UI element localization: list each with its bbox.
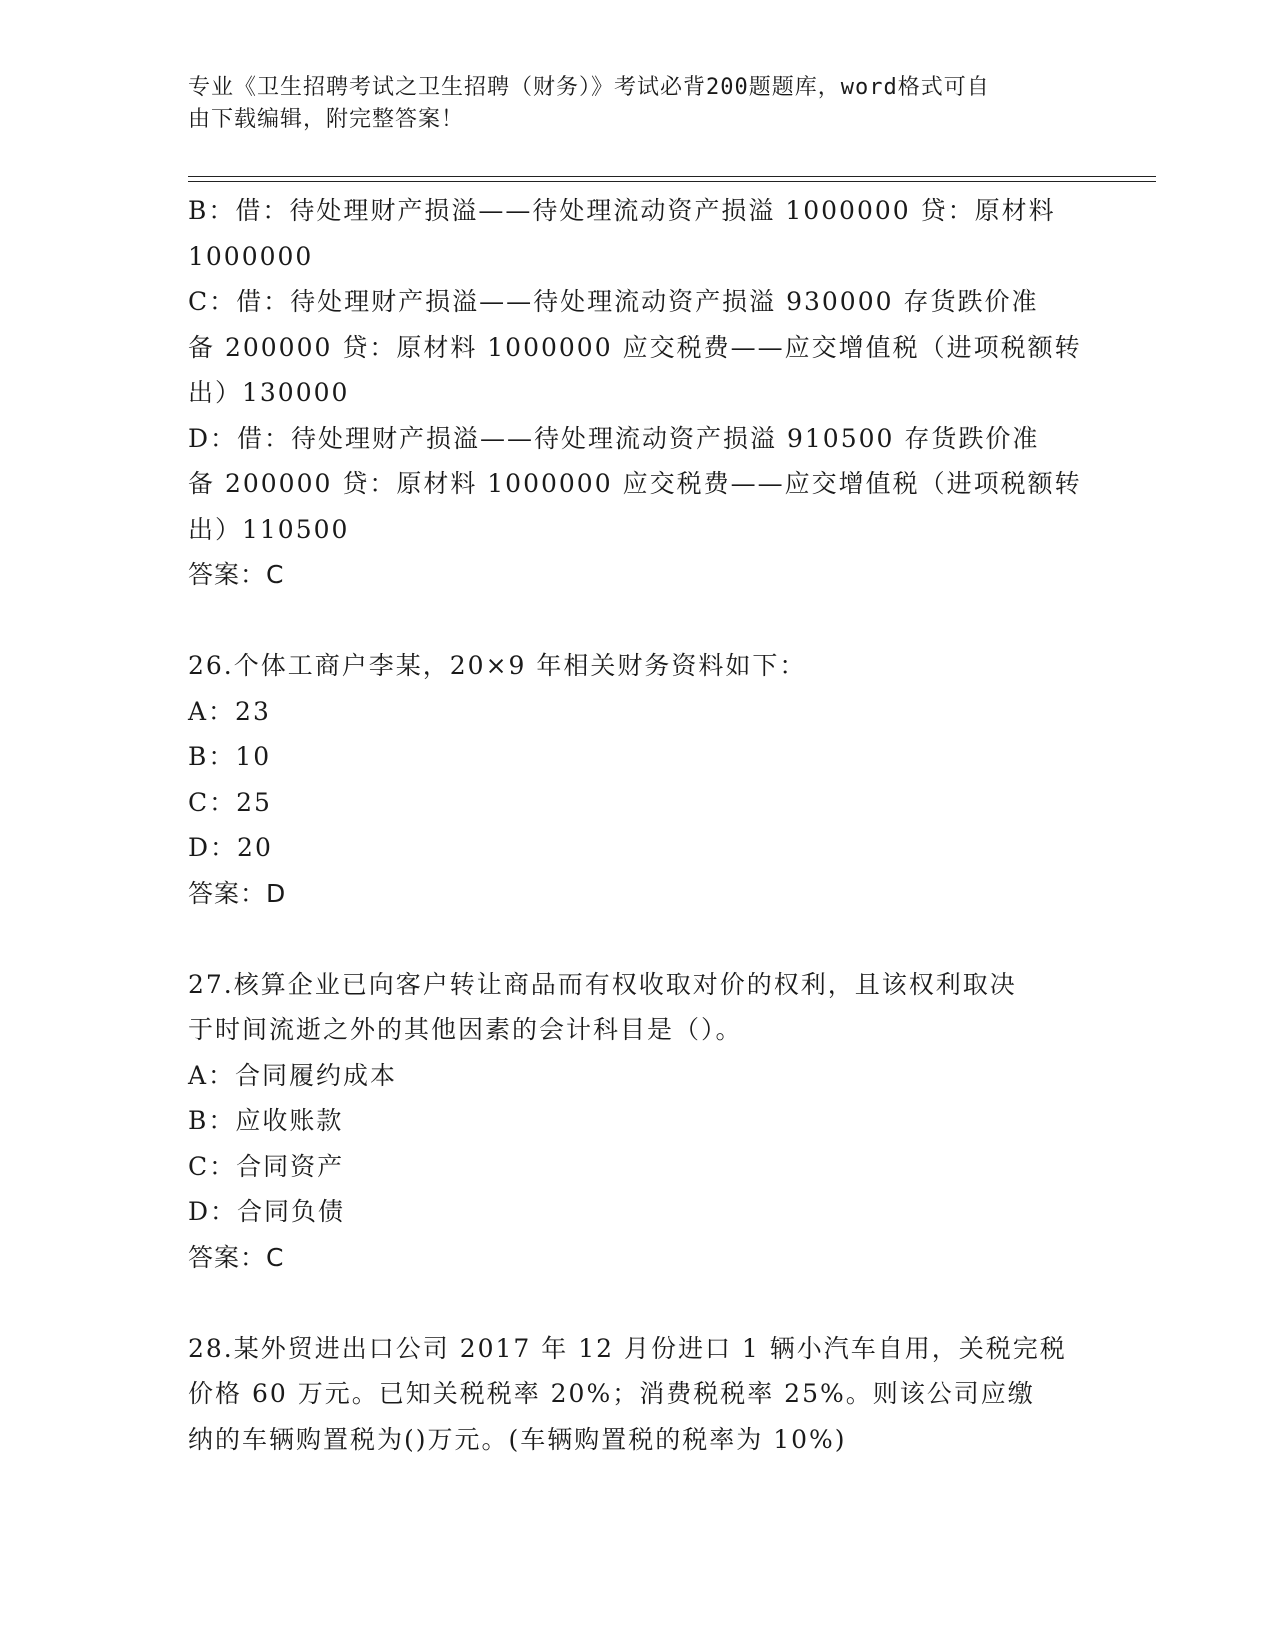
- q25-option-b-line-2: 1000000: [188, 241, 314, 271]
- q28-question-line-3: 纳的车辆购置税为()万元。(车辆购置税的税率为 10%): [188, 1424, 847, 1454]
- q25-option-d-line-1: D：借：待处理财产损溢——待处理流动资产损溢 910500 存货跌价准: [188, 423, 1040, 453]
- document-body: [188, 188, 1088, 1462]
- header-divider-bottom: [188, 181, 1156, 182]
- q25-option-d-line-2: 备 200000 贷：原材料 1000000 应交税费——应交增值税（进项税额转: [188, 469, 1082, 498]
- question-26-block: [188, 643, 1088, 916]
- header-line-1: 专业《卫生招聘考试之卫生招聘（财务）》考试必背200题题库，word格式可自: [188, 75, 990, 100]
- question-27-block: [188, 962, 1088, 1281]
- q26-option-b: B：10: [188, 742, 272, 771]
- q27-option-a: A：合同履约成本: [188, 1060, 398, 1090]
- q26-option-c: C：25: [188, 787, 272, 817]
- q27-answer: 答案：C: [188, 1242, 285, 1272]
- q27-option-c: C：合同资产: [188, 1151, 345, 1181]
- q28-question-line-2: 价格 60 万元。已知关税税率 20%；消费税税率 25%。则该公司应缴: [188, 1379, 1035, 1408]
- q26-question: 26.个体工商户李某，20×9 年相关财务资料如下：: [188, 651, 807, 680]
- question-25-block: [188, 188, 1088, 598]
- q26-answer: 答案：D: [188, 878, 287, 908]
- q27-option-d: D：合同负债: [188, 1197, 346, 1226]
- q27-option-b: B：应收账款: [188, 1106, 344, 1135]
- q26-option-a: A：23: [188, 696, 271, 726]
- q25-option-b-line-1: B：借：待处理财产损溢——待处理流动资产损溢 1000000 贷：原材料: [188, 196, 1056, 225]
- spacer: [188, 1280, 1088, 1326]
- q25-option-c-line-1: C：借：待处理财产损溢——待处理流动资产损溢 930000 存货跌价准: [188, 287, 1039, 316]
- spacer: [188, 598, 1088, 644]
- question-28-block: [188, 1326, 1088, 1463]
- q27-question-line-2: 于时间流逝之外的其他因素的会计科目是（）。: [188, 1015, 743, 1044]
- q25-option-c-line-3: 出）130000: [188, 378, 350, 407]
- header-line-2: 由下载编辑，附完整答案！: [188, 107, 465, 132]
- q25-option-c-line-2: 备 200000 贷：原材料 1000000 应交税费——应交增值税（进项税额转: [188, 332, 1082, 362]
- q27-question-line-1: 27.核算企业已向客户转让商品而有权收取对价的权利，且该权利取决: [188, 969, 1017, 999]
- spacer: [188, 916, 1088, 962]
- document-header: [188, 72, 1068, 136]
- q26-option-d: D：20: [188, 833, 273, 862]
- q25-answer: 答案：C: [188, 560, 285, 589]
- q28-question-line-1: 28.某外贸进出口公司 2017 年 12 月份进口 1 辆小汽车自用，关税完税: [188, 1333, 1067, 1363]
- header-divider-top: [188, 176, 1156, 177]
- q25-option-d-line-3: 出）110500: [188, 514, 350, 544]
